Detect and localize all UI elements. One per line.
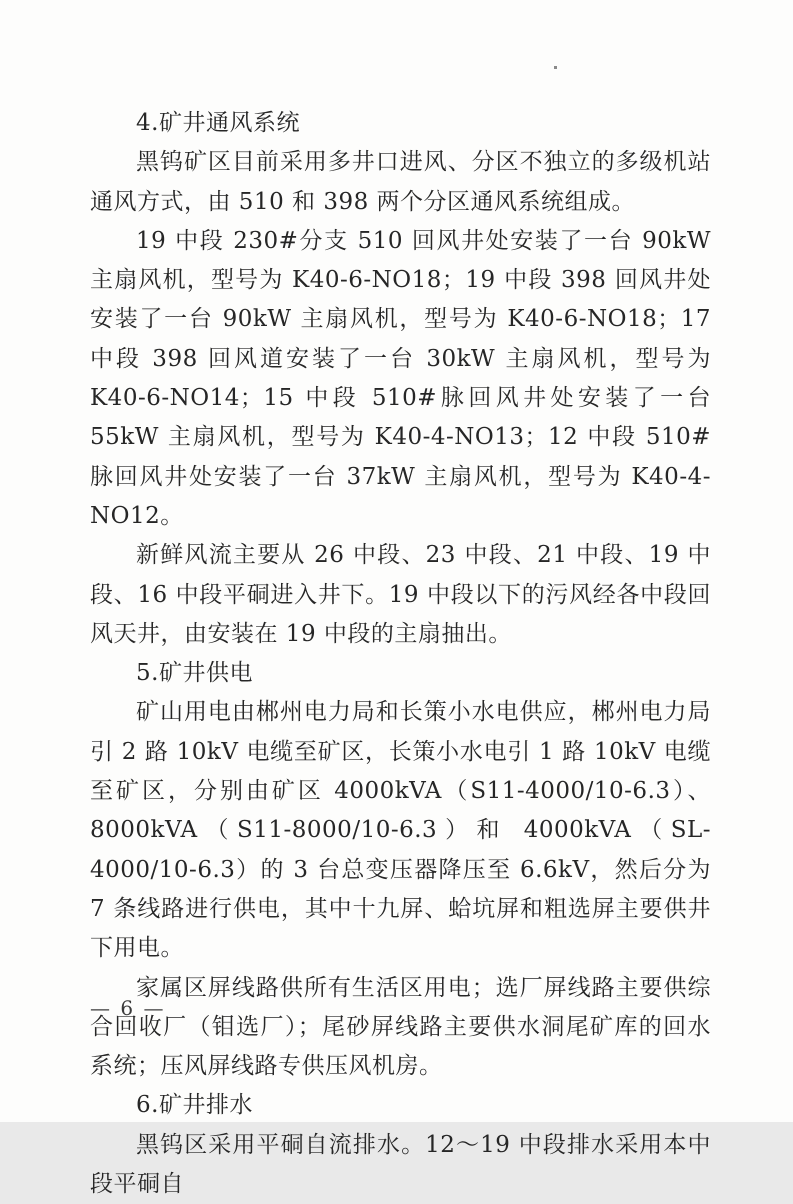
- paragraph: 黑钨区采用平硐自流排水。12～19 中段排水采用本中段平硐自: [90, 1131, 711, 1198]
- section-heading: 5.矿井供电: [136, 660, 253, 687]
- document-content: [90, 104, 711, 1204]
- section-power-supply: [90, 654, 711, 1086]
- scan-artifact-dot: [554, 66, 557, 69]
- paragraph: 19 中段 230#分支 510 回风井处安装了一台 90kW 主扇风机，型号为 K40-6-NO18；19 中段 398 回风井处安装了一台 90kW 主扇风机，型号为 K40-6-NO18；17 中段 398 回风道安装了一台 30kW 主扇风机，型号为 K40-6-NO14；15 中段 510#脉回风井处安装了一台 55kW 主扇风机，型号为 K40-4-NO13；12 中段 510#脉回风井处安装了一台 37kW 主扇风机，型号为 K40-4-NO12。: [90, 227, 711, 529]
- section-drainage: [90, 1086, 711, 1204]
- page-number: — 6 —: [90, 996, 166, 1020]
- paragraph: 家属区屏线路供所有生活区用电；选厂屏线路主要供综合回收厂（钼选厂）；尾砂屏线路主要供水洞尾矿库的回水系统；压风屏线路专供压风机房。: [90, 974, 711, 1080]
- section-heading: 6.矿井排水: [136, 1092, 253, 1119]
- paragraph: 新鲜风流主要从 26 中段、23 中段、21 中段、19 中段、16 中段平硐进入井下。19 中段以下的污风经各中段回风天井，由安装在 19 中段的主扇抽出。: [90, 542, 711, 647]
- paragraph: 矿山用电由郴州电力局和长策小水电供应，郴州电力局引 2 路 10kV 电缆至矿区，长策小水电引 1 路 10kV 电缆至矿区，分别由矿区 4000kVA（S11-4000/10-6.3）、8000kVA（S11-8000/10-6.3）和 4000kVA（SL-4000/10-6.3）的 3 台总变压器降压至 6.6kV，然后分为 7 条线路进行供电，其中十九屏、蛤坑屏和粗选屏主要供井下用电。: [90, 699, 711, 962]
- paragraph: 黑钨矿区目前采用多井口进风、分区不独立的多级机站通风方式，由 510 和 398 两个分区通风系统组成。: [90, 149, 711, 215]
- section-ventilation: [90, 104, 711, 654]
- section-heading: 4.矿井通风系统: [136, 110, 300, 136]
